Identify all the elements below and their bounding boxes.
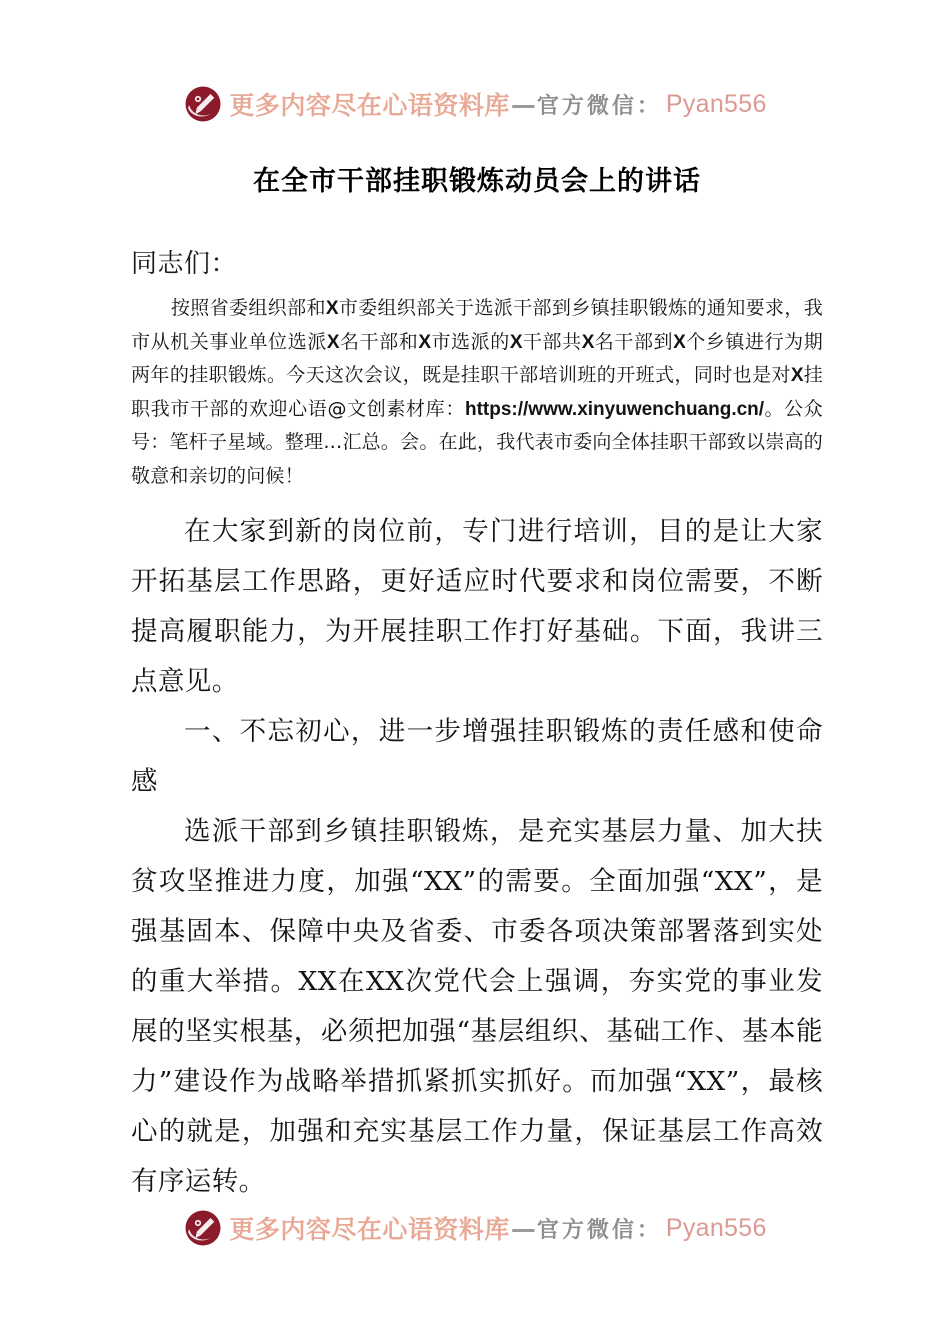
promo-x-3: X <box>418 331 432 353</box>
watermark-cn-text: 更多内容尽在心语资料库 <box>229 91 510 120</box>
promo-part-1: 按照省委组织部和 <box>170 297 326 319</box>
promo-x-6: X <box>673 331 686 353</box>
page-title: 在全市干部挂职锻炼动员会上的讲话 <box>253 166 701 197</box>
watermark-dash: — <box>510 89 536 119</box>
promo-x-5: X <box>581 331 595 353</box>
body-paragraph-1: 在大家到新的岗位前，专门进行培训，目的是让大家开拓基层工作思路，更好适应时代要求和岗位需要，不断提高履职能力，为开展挂职工作打好基础。下面，我讲三点意见。 <box>131 516 823 697</box>
promo-part-8: 挂职我市干部的欢迎心语@文创素材库： <box>131 364 823 420</box>
promo-part-3: 名干部和 <box>339 330 419 353</box>
swirl-fish-emblem-icon <box>183 1208 223 1248</box>
promo-x-7: X <box>790 365 804 386</box>
watermark-cn-text: 更多内容尽在心语资料库 <box>229 1215 510 1244</box>
watermark-footer <box>0 1208 950 1248</box>
body-paragraph-2: 选派干部到乡镇挂职锻炼，是充实基层力量、加大扶贫攻坚推进力度，加强“XX”的需要。全面加强“XX”，是强基固本、保障中央及省委、市委各项决策部署落到实处的重大举措。XX在XX次党代会上强调，夯实党的事业发展的坚实根基，必须把加强“基层组织、基础工作、基本能力”建设作为战略举措抓紧抓实抓好。而加强“XX”，最核心的就是，加强和充实基层工作力量，保证基层工作高效有序运转。 <box>131 816 823 1197</box>
promo-paragraph <box>131 292 823 493</box>
promo-part-7: 个乡镇进行为期两年的挂职锻炼。今天这次会议，既是挂职干部培训班的开班式，同时也是对 <box>131 330 823 386</box>
promo-part-9: 。公众号：笔杆子星域。整理…汇总。会。在此，我代表市委向全体挂职干部致以崇高的敬意和亲切的问候！ <box>131 397 823 487</box>
promo-part-4: 市选派的 <box>431 330 510 353</box>
promo-part-6: 名干部到 <box>594 330 674 353</box>
promo-url[interactable]: https://www.xinyuwenchuang.cn/ <box>464 398 765 420</box>
promo-x-1: X <box>325 298 339 319</box>
watermark-wechat-label: 官方微信： <box>536 92 662 119</box>
watermark-wechat-id: Pyan556 <box>665 89 767 118</box>
swirl-fish-emblem-icon <box>183 84 223 124</box>
salutation: 同志们： <box>131 249 238 279</box>
watermark-dash: — <box>510 1213 536 1243</box>
section-heading-1: 一、不忘初心，进一步增强挂职锻炼的责任感和使命感 <box>131 716 823 797</box>
promo-x-2: X <box>326 331 340 353</box>
watermark-header <box>0 84 950 124</box>
watermark-wechat-id: Pyan556 <box>665 1213 767 1242</box>
promo-x-4: X <box>509 331 523 353</box>
promo-part-5: 干部共 <box>522 330 582 353</box>
watermark-wechat-label: 官方微信： <box>536 1216 662 1243</box>
document-content <box>131 160 823 1207</box>
promo-part-2: 市委组织部关于选派干部到乡镇挂职锻炼的通知要求，我市从机关事业单位选派 <box>131 297 823 353</box>
